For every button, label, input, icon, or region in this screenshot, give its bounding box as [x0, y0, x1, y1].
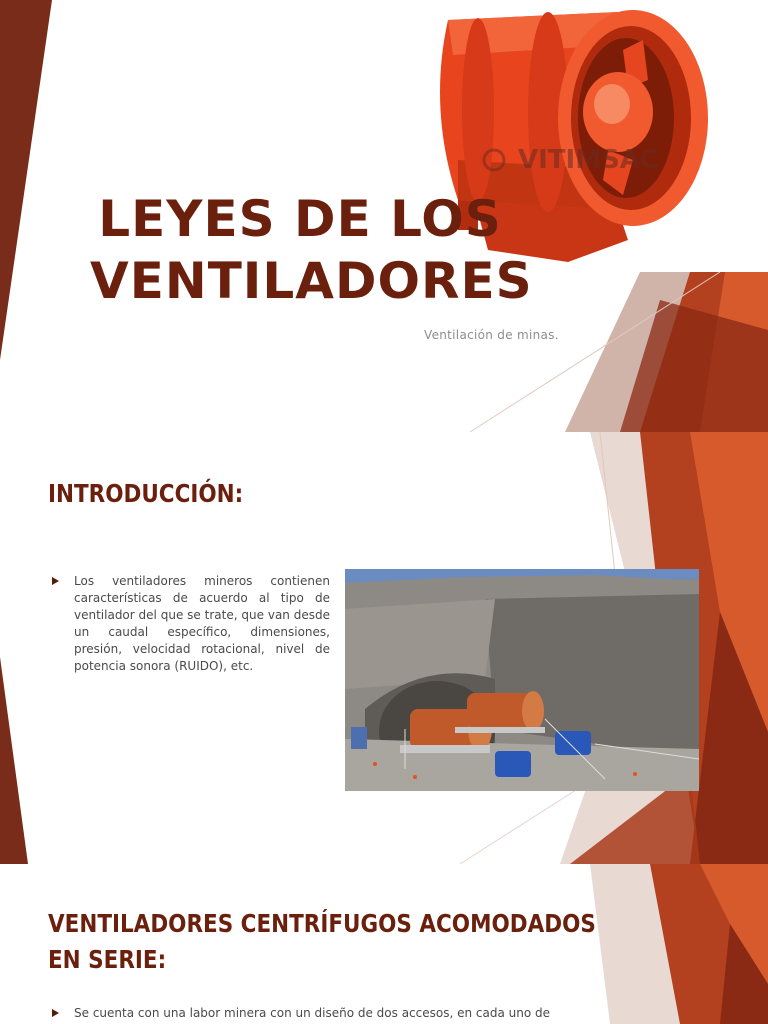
presentation-subtitle: Ventilación de minas.	[424, 328, 559, 342]
introduction-heading: INTRODUCCIÓN:	[48, 479, 244, 508]
series-fans-slide	[0, 864, 768, 1024]
left-stripe	[0, 0, 52, 360]
presentation-title: LEYES DE LOS VENTILADORES	[90, 190, 533, 310]
introduction-bullet-text: Los ventiladores mineros contienen características de acuerdo al tipo de ventilador del que se trate, que van desde un caudal específico, dimensiones, presión, velocidad rotacional, nivel de potencia sonora (RUIDO), etc.	[74, 574, 330, 673]
series-fans-heading: VENTILADORES CENTRÍFUGOS ACOMODADOS EN SERIE:	[48, 909, 596, 974]
series-fans-bullet-text: Se cuenta con una labor minera con un diseño de dos accesos, en cada uno de	[74, 1006, 551, 1020]
introduction-slide	[0, 432, 768, 864]
bullet-arrow-icon	[52, 577, 59, 585]
series-fans-bullet	[52, 1005, 592, 1024]
watermark-text: VITIMSAC	[518, 145, 660, 175]
title-slide	[0, 0, 768, 432]
left-stripe	[0, 657, 28, 864]
mine-ventilation-site-image	[345, 569, 699, 791]
bullet-arrow-icon	[52, 1009, 59, 1017]
introduction-bullet	[52, 573, 330, 693]
